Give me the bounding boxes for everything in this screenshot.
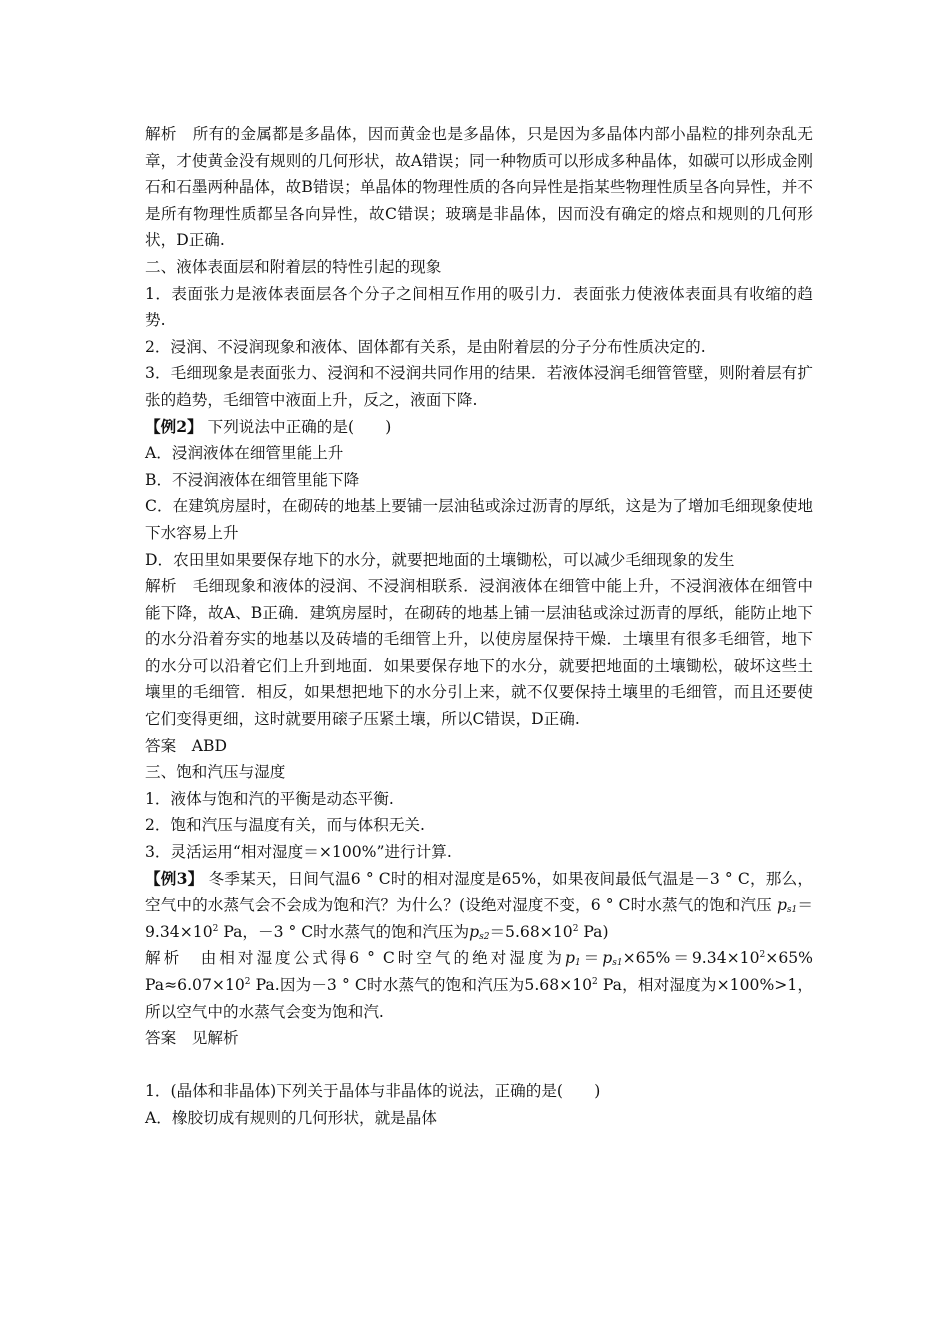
paragraph: A．浸润液体在细管里能上升 [145,444,344,463]
sub-s1: s1 [786,905,798,916]
var-p: p [564,949,575,968]
paragraph: 3．灵活运用“相对湿度＝×100%”进行计算. [145,843,452,862]
analysis-3-text-6: Pa，相对湿度为×100%>1，所以空气中的水蒸气会变为饱和汽. [145,976,813,1021]
paragraph: 3．毛细现象是表面张力、浸润和不浸润共同作用的结果．若液体浸润毛细管管壁，则附着层有扩张的趋势，毛细管中液面上升，反之，液面下降. [145,364,813,409]
paragraph: 2．浸润、不浸润现象和液体、固体都有关系，是由附着层的分子分布性质决定的. [145,337,706,356]
example-text: 下列说法中正确的是( ) [202,417,392,436]
exponent: 2 [592,977,598,987]
analysis-3-text-2: ＝ [580,949,603,968]
analysis-3-text-1: 解析 由相对湿度公式得6 ° C时空气的绝对湿度为 [145,949,565,968]
analysis-3-text-4: ×65% Pa≈6.07×10 [145,949,818,994]
answer-3: 答案 见解析 [145,1029,239,1048]
example-tag: 【例2】 [145,416,203,436]
var-p: p [776,896,787,915]
document-body [145,121,818,1132]
paragraph: 2．饱和汽压与温度有关，而与体积无关. [145,816,425,835]
question-1: 1．(晶体和非晶体)下列关于晶体与非晶体的说法，正确的是( ) [145,1082,601,1101]
paragraph: D．农田里如果要保存地下的水分，就要把地面的土壤锄松，可以减少毛细现象的发生 [145,550,735,569]
var-p: p [602,949,613,968]
example-3-text-5: Pa) [578,922,609,941]
exponent: 2 [572,923,579,934]
sub-s2: s2 [479,931,490,942]
example-3-question [145,866,813,946]
paragraph: 三、饱和汽压与湿度 [145,763,286,782]
paragraph: B．不浸润液体在细管里能下降 [145,470,360,489]
example-2-question [145,414,813,441]
blank-line [145,1052,813,1079]
paragraph: 1．表面张力是液体表面层各个分子之间相互作用的吸引力．表面张力使液体表面具有收缩的趋势. [145,284,813,330]
question-1-option-a: A．橡胶切成有规则的几何形状，就是晶体 [145,1108,437,1127]
text-blocks [145,121,813,866]
analysis-3 [145,945,818,1025]
var-p: p [469,922,480,941]
paragraph: 1．液体与饱和汽的平衡是动态平衡. [145,789,394,808]
paragraph: C．在建筑房屋时，在砌砖的地基上要铺一层油毡或涂过沥青的厚纸，这是为了增加毛细现象使地下水容易上升 [145,497,813,542]
example-3-text-3: Pa，－3 ° C时水蒸气的饱和汽压为 [218,922,470,941]
example-tag: 【例3】 [145,868,204,888]
exponent: 2 [244,977,251,987]
paragraph: 解析 所有的金属都是多晶体，因而黄金也是多晶体，只是因为多晶体内部小晶粒的排列杂乱无章，才使黄金没有规则的几何形状，故A错误；同一种物质可以形成多种晶体，如碳可以形成金刚石和石墨两种晶体，故B错误；单晶体的物理性质的各向异性是指某些物理性质呈各向异性，并不是所有物理性质都呈各向异性，故C错误；玻璃是非晶体，因而没有确定的熔点和规则的几何形状，D正确. [145,125,813,250]
paragraph: 答案 ABD [145,736,228,755]
sub-1: 1 [574,958,581,969]
example-3-text-1: 冬季某天，日间气温6 ° C时的相对湿度是65%，如果夜间最低气温是－3 ° C，那么，空气中的水蒸气会不会成为饱和汽？为什么？(设绝对湿度不变，6 ° C时水蒸气的饱和汽压 [145,869,813,915]
sub-s1: s1 [612,958,623,969]
example-3-text-2: ＝9.34×10 [145,896,813,941]
analysis-3-text-5: Pa.因为－3 ° C时水蒸气的饱和汽压为5.68×10 [250,976,593,994]
paragraph: 解析 毛细现象和液体的浸润、不浸润相联系．浸润液体在细管中能上升，不浸润液体在细管中能下降，故A、B正确．建筑房屋时，在砌砖的地基上铺一层油毡或涂过沥青的厚纸，能防止地下的水分沿着夯实的地基以及砖墙的毛细管上升，以使房屋保持干燥．土壤里有很多毛细管，地下的水分可以沿着它们上升到地面．如果要保存地下的水分，就要把地面的土壤锄松，破坏这些土壤里的毛细管．相反，如果想把地下的水分引上来，就不仅要保持土壤里的毛细管，而且还要使它们变得更细，这时就要用磙子压紧土壤，所以C错误，D正确. [145,577,813,729]
paragraph: 二、液体表面层和附着层的特性引起的现象 [145,257,442,276]
analysis-3-text-3: ×65%＝9.34×10 [622,949,760,968]
example-3-text-4: ＝5.68×10 [489,922,573,941]
exponent: 2 [759,950,766,961]
exponent: 2 [212,923,219,934]
